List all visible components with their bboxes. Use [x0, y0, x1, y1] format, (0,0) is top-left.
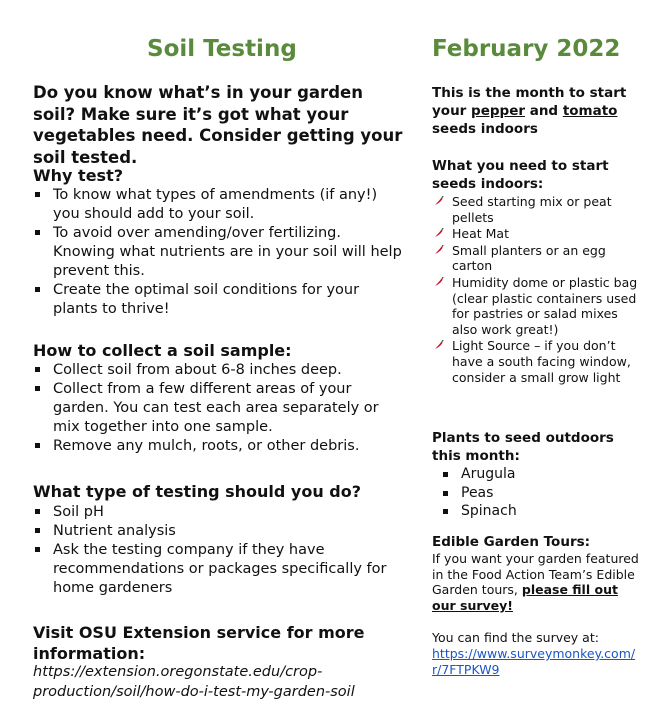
survey-cta-link[interactable]: please fill out our survey!	[432, 582, 618, 613]
month-text-and: and	[525, 103, 563, 119]
month-text-pre: This is the month to start your	[432, 85, 627, 119]
seeds-indoors-heading: What you need to start seeds indoors:	[432, 158, 609, 192]
survey-note: You can find the survey at:	[432, 630, 599, 645]
testing-type-list	[33, 503, 403, 598]
chili-pepper-icon	[434, 277, 444, 287]
chili-pepper-icon	[434, 228, 444, 238]
list-item: To know what types of amendments (if any!) you should add to your soil.	[33, 186, 403, 224]
item-text: Small planters or an egg carton	[452, 242, 606, 274]
survey-link[interactable]: https://www.surveymonkey.com/r/7FTPKW9	[432, 646, 636, 677]
list-item: Arugula	[432, 465, 642, 484]
testing-type-heading: What type of testing should you do?	[33, 482, 362, 501]
garden-tours-heading: Edible Garden Tours:	[432, 534, 591, 550]
chili-pepper-icon	[434, 245, 444, 255]
list-item	[432, 275, 642, 337]
why-test-heading: Why test?	[33, 166, 123, 185]
item-text: Seed starting mix or peat pellets	[452, 194, 612, 225]
seeds-indoors-list	[432, 194, 642, 386]
list-item: Collect soil from about 6-8 inches deep.	[33, 361, 403, 380]
item-text: Light Source – if you don’t have a south facing window, consider a small grow light	[452, 338, 631, 385]
pepper-word: pepper	[471, 103, 526, 119]
item-text: Heat Mat	[452, 226, 509, 242]
seed-outdoors-heading: Plants to seed outdoors this month:	[432, 430, 614, 464]
chili-pepper-icon	[434, 196, 444, 206]
list-item	[432, 338, 642, 385]
garden-tours-text	[432, 551, 642, 613]
month-text-post: seeds indoors	[432, 121, 538, 137]
osu-extension-heading: Visit OSU Extension service for more information:	[33, 623, 365, 663]
list-item: Remove any mulch, roots, or other debris.	[33, 437, 403, 456]
list-item: To avoid over amending/over fertilizing. Knowing what nutrients are in your soil will help prevent this.	[33, 224, 403, 281]
list-item	[432, 194, 642, 225]
list-item: Collect from a few different areas of your garden. You can test each area separately or mix together into one sample.	[33, 380, 403, 437]
intro-paragraph: Do you know what’s in your garden soil? Make sure it’s got what your vegetables need. Consider getting your soil tested.	[33, 83, 403, 167]
collect-sample-heading: How to collect a soil sample:	[33, 341, 292, 360]
list-item: Ask the testing company if they have recommendations or packages specifically for home gardeners	[33, 541, 403, 598]
seed-outdoors-list	[432, 465, 642, 521]
item-text: Humidity dome or plastic bag (clear plastic containers used for pastries or salad mixes also work great!)	[452, 274, 638, 337]
list-item: Spinach	[432, 502, 642, 521]
tours-text: If you want your garden featured in the Food Action Team’s Edible Garden tours,	[432, 551, 639, 598]
list-item: Soil pH	[33, 503, 403, 522]
list-item: Create the optimal soil conditions for your plants to thrive!	[33, 281, 403, 319]
soil-testing-title: Soil Testing	[147, 36, 297, 62]
chili-pepper-icon	[434, 340, 444, 350]
february-2022-title: February 2022	[432, 36, 621, 62]
month-start-note	[432, 84, 642, 138]
tomato-word: tomato	[562, 103, 618, 119]
osu-extension-link[interactable]: https://extension.oregonstate.edu/crop-production/soil/how-do-i-test-my-garden-soil	[33, 664, 355, 700]
list-item: Nutrient analysis	[33, 522, 403, 541]
why-test-list	[33, 186, 403, 319]
collect-sample-list	[33, 361, 403, 456]
list-item	[432, 243, 642, 274]
list-item: Peas	[432, 484, 642, 503]
list-item	[432, 226, 642, 242]
